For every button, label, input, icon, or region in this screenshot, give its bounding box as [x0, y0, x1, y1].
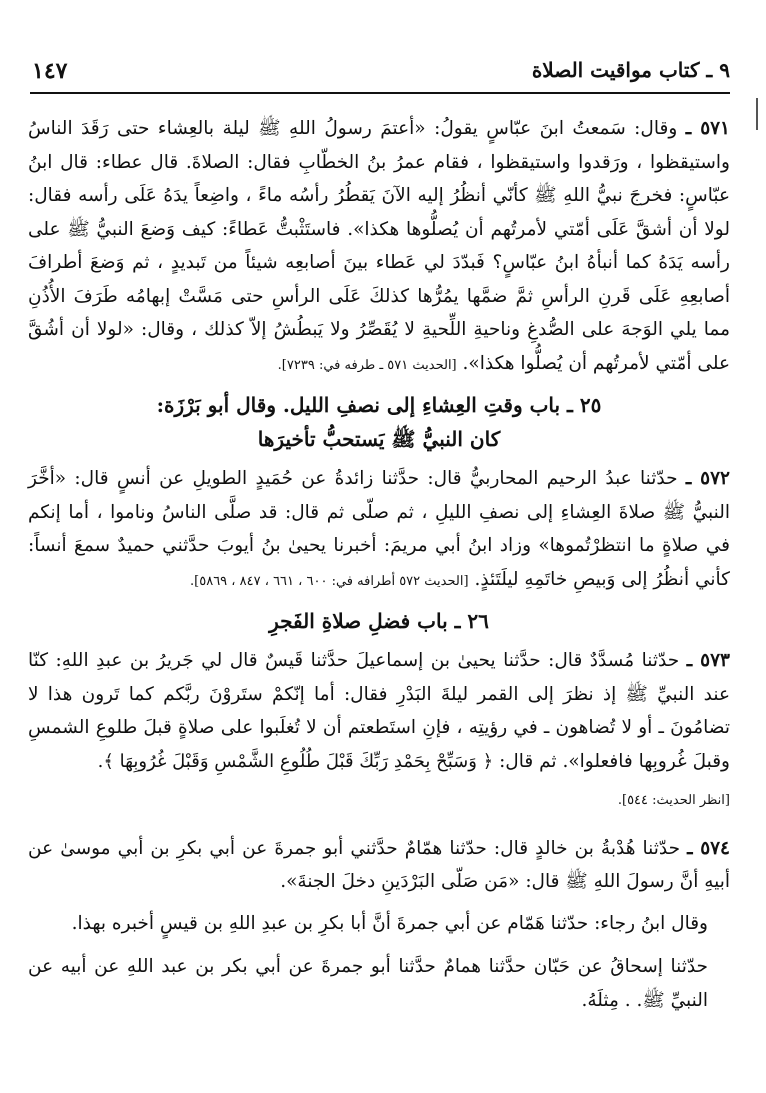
hadith-number: ٥٧١ ـ [685, 118, 730, 139]
page-number: ١٤٧ [32, 58, 68, 84]
hadith-number: ٥٧٤ ـ [687, 837, 730, 859]
hadith-text: حدّثنا عبدُ الرحيم المحاربيُّ قال: حدَّثنا زائدةُ عن حُمَيدٍ الطويلِ عن أنسٍ قال: «أخَّرَ النبيُّ ﷺ صلاةَ العِشاءِ إلى نصفِ الليلِ ، ثم صلّى ثم قال: قد صلَّى الناسُ وناموا ، أما إنكم في صلاةٍ ما انتظرْتُموها» وزاد ابنُ أبي مريمَ: أخبرنا يحيىٰ بنُ أيوبَ حدَّثني حميدٌ سمعَ أنساً: كأني أنظُرُ إلى وَبيصِ خاتَمِهِ ليلَتَئذٍ. [28, 468, 730, 590]
quran-verse: ﴿ وَسَبِّحْ بِحَمْدِ رَبِّكَ قَبْلَ طُلُوعِ الشَّمْسِ وَقَبْلَ غُرُوبِهَا ﴾. [97, 750, 494, 772]
chapter-heading-line: كان النبيُّ ﷺ يَستحبُّ تأخيرَها [257, 427, 501, 451]
chapter-title: ٩ ـ كتاب مواقيت الصلاة [531, 58, 730, 82]
hadith-574 [28, 832, 730, 899]
hadith-573 [28, 644, 730, 778]
narration-note: حدّثنا إسحاقُ عن حَبّان حدَّثنا همامٌ حدَّثنا أبو جمرةَ عن أبي بكر بن عبد اللهِ عن أبيه عن النبيِّ ﷺ. . مِثلَهُ. [28, 956, 708, 1011]
margin-mark [756, 98, 758, 130]
hadith-number: ٥٧٢ ـ [685, 468, 730, 489]
hadith-571 [28, 112, 730, 382]
chapter-heading-25 [28, 388, 730, 456]
chapter-heading-line: ٢٥ ـ باب وقتِ العِشاءِ إلى نصفِ الليل. وقال أبو بَرْزَة: [156, 393, 602, 417]
hadith-number: ٥٧٣ ـ [686, 650, 730, 671]
hadith-reference: [الحديث ٥٧١ ـ طرفه في: ٧٢٣٩]. [277, 357, 457, 373]
hadith-text: حدّثنا هُدْبةُ بن خالدٍ قال: حدّثنا همّامٌ حدَّثني أبو جمرةَ عن أبي بكرِ بن أبي موسىٰ عن أبيهِ أنَّ رسولَ اللهِ ﷺ قال: «مَن صَلّى البَرْدَينِ دخلَ الجنةَ». [28, 837, 730, 892]
hadith-reference: [انظر الحديث: ٥٤٤]. [617, 793, 730, 808]
chapter-heading-26: ٢٦ ـ باب فضلِ صلاةِ الفَجرِ [269, 609, 489, 633]
narration-note: وقال ابنُ رجاء: حدّثنا هَمّام عن أبي جمرةَ أنَّ أبا بكرِ بن عبدِ اللهِ بن قيسٍ أخبره بهذا. [71, 912, 708, 934]
hadith-reference: [الحديث ٥٧٢ أطرافه في: ٦٠٠ ، ٦٦١ ، ٨٤٧ ، ٥٨٦٩]. [190, 573, 469, 589]
hadith-text: وقال: سَمعتُ ابنَ عبّاسٍ يقولُ: «أعتمَ رسولُ اللهِ ﷺ ليلة بالعِشاء حتى رَقَدَ الناسُ واستيقظوا ، ورَقدوا واستيقظوا ، فقام عمرُ بنُ الخطّابِ فقال: الصلاةَ. قال عطاء: قال ابنُ عبّاسٍ: فخرجَ نبيُّ اللهِ ﷺ كأنّي أنظُرُ إليه الآنَ يَقطُرُ رأسُه ماءً ، واضِعاً يدَهُ عَلَى رأسه فقال: لولا أن أشقَّ عَلَى أمّتي لأمرتُهم أن يُصلُّوها هكذا». فاستَثْبتُّ عَطاءً: كيف وَضعَ النبيُّ ﷺ على رأسه يَدَهُ كما أنبأهُ ابنُ عبّاسٍ؟ فَبدّدَ لي عَطاء بينَ أصابعِه شيئاً من تَبديدٍ ، ثم وَضعَ أطرافَ أصابعِهِ عَلَى قَرنِ الرأسِ ثمَّ ضمَّها يمُرُّها كذلكَ عَلَى الرأسِ حتى مَسَّتْ إبهامُه طَرَفَ الأُذُنِ مما يلي الوَجهَ على الصُّدغِ وناحيةِ اللِّحيةِ لا يُقَصِّرُ ولا يَبطُشُ إلاّ كذلك ، وقال: «لولا أن أشُقَّ على أمّتي لأمرتُهم أن يُصلُّوا هكذا». [28, 118, 730, 374]
page-body [28, 112, 730, 1027]
hadith-572 [28, 462, 730, 598]
hadith-text: حدّثنا مُسدَّدٌ قال: حدَّثنا يحيىٰ بن إسماعيلَ حدَّثنا قَيسٌ قال لي جَريرُ بن عبدِ اللهِ: كنّا عند النبيِّ ﷺ إذ نظرَ إلى القمر ليلةَ البَدْرِ فقال: أما إنّكمْ ستَروْنَ ربَّكم كما تَرون هذا لا تضامُونَ ـ أو لا تُضاهون ـ في رؤيتِه ، فإنِ استَطعتم أن لا تُغلَبوا على صلاةٍ قبلَ طلوعِ الشمسِ وقبلَ غُروبِها فافعلوا». ثم قال: [28, 650, 730, 772]
page-header [30, 52, 730, 94]
